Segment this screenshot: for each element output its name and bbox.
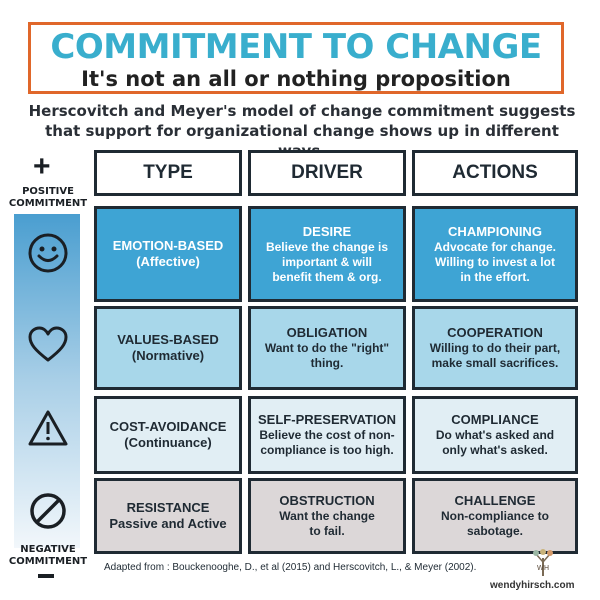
commitment-scale xyxy=(0,150,96,590)
action-text: Non-compliance to xyxy=(440,509,549,523)
positive-label-line1: POSITIVE xyxy=(22,186,74,197)
header-actions: ACTIONS xyxy=(412,150,578,196)
driver-text: Believe the cost of non- xyxy=(259,428,395,442)
logo-lettering: WH xyxy=(536,564,550,572)
action-title: CHALLENGE xyxy=(454,493,536,508)
driver-title: OBSTRUCTION xyxy=(279,493,375,508)
intro-line-2: that support for organizational change shows up in different xyxy=(45,122,559,140)
header-type: TYPE xyxy=(94,150,242,196)
driver-title: OBLIGATION xyxy=(286,325,368,340)
driver-cell-obstruction xyxy=(248,478,406,554)
type-cell-resistance xyxy=(94,478,242,554)
intro-line-1: Herscovitch and Meyer's model of change commitment suggests xyxy=(28,102,576,120)
page-title: COMMITMENT TO CHANGE xyxy=(50,27,542,67)
citation-footer: Adapted from : Bouckenooghe, D., et al (2015) and Herscovitch, L., & Meyer (2002). xyxy=(104,562,477,573)
driver-text: benefit them & org. xyxy=(272,269,382,284)
driver-cell-self-preservation xyxy=(248,396,406,474)
negative-commitment-label xyxy=(4,544,92,568)
action-text: in the effort. xyxy=(460,269,530,284)
type-name: EMOTION-BASED xyxy=(112,238,224,253)
type-name: VALUES-BASED xyxy=(117,332,219,347)
positive-commitment-label xyxy=(4,186,92,210)
negative-label-line2: COMMITMENT xyxy=(8,556,88,567)
action-cell-challenge xyxy=(412,478,578,554)
action-title: CHAMPIONING xyxy=(448,223,542,239)
prohibited-icon xyxy=(27,490,69,532)
type-subname: (Affective) xyxy=(136,254,200,269)
type-name: RESISTANCE xyxy=(126,500,210,515)
type-cell-emotion xyxy=(94,206,242,302)
plus-icon: + xyxy=(33,150,51,183)
page-subtitle: It's not an all or nothing proposition xyxy=(81,67,511,91)
positive-label-line2: COMMITMENT xyxy=(8,198,88,209)
action-text: only what's asked. xyxy=(442,443,548,457)
action-cell-compliance xyxy=(412,396,578,474)
type-cell-values xyxy=(94,306,242,390)
driver-cell-desire xyxy=(248,206,406,302)
driver-text: Want to do the "right" xyxy=(264,341,390,355)
action-text: make small sacrifices. xyxy=(431,356,559,370)
smiley-icon xyxy=(27,232,69,274)
driver-text: Believe the change is xyxy=(265,239,389,254)
driver-text: Want the change xyxy=(279,509,375,523)
action-text: Willing to invest a lot xyxy=(435,254,555,269)
header-driver: DRIVER xyxy=(248,150,406,196)
driver-cell-obligation xyxy=(248,306,406,390)
driver-text: to fail. xyxy=(309,524,345,538)
title-box xyxy=(28,22,564,94)
type-subname: Passive and Active xyxy=(109,516,227,531)
action-text: Willing to do their part, xyxy=(429,341,561,355)
heart-icon xyxy=(27,324,69,366)
action-cell-championing xyxy=(412,206,578,302)
type-subname: (Normative) xyxy=(131,348,205,363)
driver-title: SELF-PRESERVATION xyxy=(258,412,396,427)
driver-title: DESIRE xyxy=(302,223,352,239)
action-cell-cooperation xyxy=(412,306,578,390)
driver-text: thing. xyxy=(310,356,344,370)
driver-text: compliance is too high. xyxy=(260,443,394,457)
action-text: Advocate for change. xyxy=(433,239,557,254)
tree-logo-icon xyxy=(530,548,556,576)
brand-website: wendyhirsch.com xyxy=(490,580,575,591)
action-title: COMPLIANCE xyxy=(451,412,539,427)
type-cell-cost-avoidance xyxy=(94,396,242,474)
driver-text: important & will xyxy=(282,254,372,269)
minus-icon xyxy=(38,574,54,578)
negative-label-line1: NEGATIVE xyxy=(20,544,76,555)
warning-icon xyxy=(27,408,69,450)
action-title: COOPERATION xyxy=(447,325,543,340)
action-text: sabotage. xyxy=(466,524,523,538)
action-text: Do what's asked and xyxy=(435,428,555,442)
type-name: COST-AVOIDANCE xyxy=(109,419,227,434)
type-subname: (Continuance) xyxy=(124,435,212,450)
